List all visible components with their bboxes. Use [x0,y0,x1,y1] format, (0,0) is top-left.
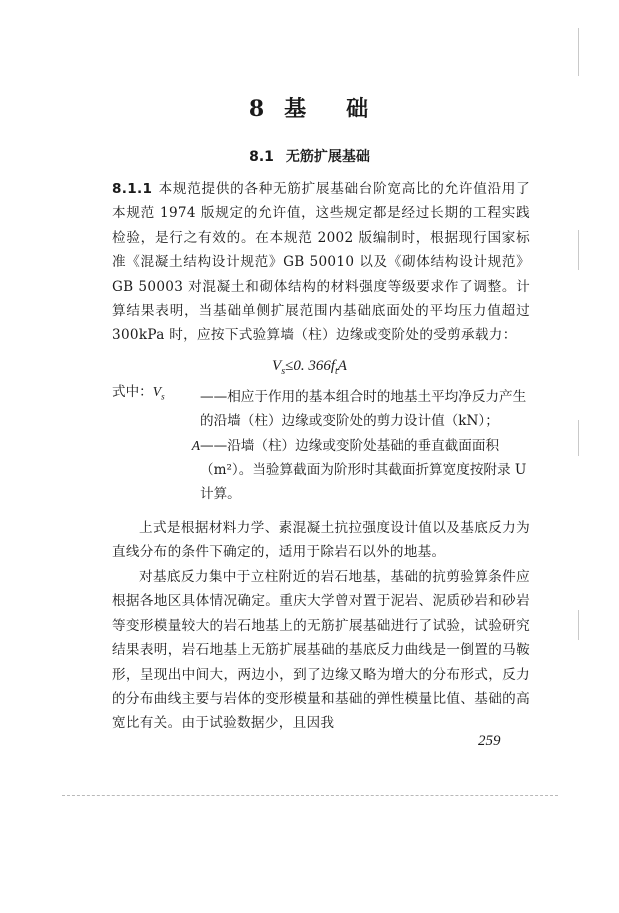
section-number: 8.1 [249,149,274,165]
clause-number: 8.1.1 [112,181,153,197]
chapter-heading [0,92,619,123]
chapter-title-char-2: 础 [346,96,371,122]
symbol-vs: V [152,384,162,399]
formula-f-subscript: t [335,366,338,377]
formula-lhs: V [272,358,282,374]
paragraph-2: 上式是根据材料力学、素混凝土抗拉强度设计值以及基底反力为直线分布的条件下确定的，适用于除岩石以外的地基。 [112,520,530,561]
definition-vs [112,380,530,434]
scan-edge-mark [578,420,579,456]
symbol-definitions [112,380,530,507]
formula-lhs-subscript: s [281,366,286,377]
chapter-title-char-1: 基 [284,96,309,122]
paragraph-1-text: 本规范提供的各种无筋扩展基础台阶宽高比的允许值沿用了本规范 1974 版规定的允许值，这些规定都是经过长期的工程实践检验，是行之有效的。在本规范 2002 版编制时，根据现行国家标准《混凝土结构设计规范》GB 50010 以及《砌体结构设计规范》GB 50003 对混凝土和砌体结构的材料强度等级要求作了调整。计算结果表明，当基础单侧扩展范围内基础底面处的平均压力值超过 300kPa 时，应按下式验算墙（柱）边缘或变阶处的受剪承载力： [112,181,530,344]
scan-artifact-line [62,795,558,796]
clause-paragraph [112,177,530,348]
formula-f: f [330,358,336,374]
symbol-a: A [191,437,200,453]
definition-vs-text: ——相应于作用的基本组合时的地基土平均净反力产生的沿墙（柱）边缘或变阶处的剪力设计值（kN）； [200,388,527,430]
section-heading [0,146,619,166]
definition-lead: 式中：$V_s$ [112,384,165,402]
formula-rhs: A [337,358,347,374]
definition-a-lead [112,434,200,458]
definition-a-text: ——沿墙（柱）边缘或变阶处基础的垂直截面面积（m²）。当验算截面为阶形时其截面折算宽度按附录 U 计算。 [200,437,527,503]
scan-edge-mark [578,610,579,640]
symbol-vs-subscript: s [161,391,165,402]
page-number: 259 [478,733,501,749]
scan-edge-mark [578,230,579,270]
definition-a [112,434,530,507]
scan-edge-mark [578,28,579,76]
shear-formula [0,358,619,377]
chapter-number: 8 [248,96,267,122]
section-title: 无筋扩展基础 [285,149,370,165]
formula-relation: ≤0. 366 [285,358,331,374]
paragraph-3: 对基底反力集中于立柱附近的岩石地基，基础的抗剪验算条件应根据各地区具体情况确定。重庆大学曾对置于泥岩、泥质砂岩和砂岩等变形模量较大的岩石地基上的无筋扩展基础进行了试验，试验研究结果表明，岩石地基上无筋扩展基础的基底反力曲线是一倒置的马鞍形，呈现出中间大，两边小，到了边缘又略为增大的分布形式，反力的分布曲线主要与岩体的变形模量和基础的弹性模量比值、基础的高宽比有关。由于试验数据少，且因我 [112,569,530,732]
